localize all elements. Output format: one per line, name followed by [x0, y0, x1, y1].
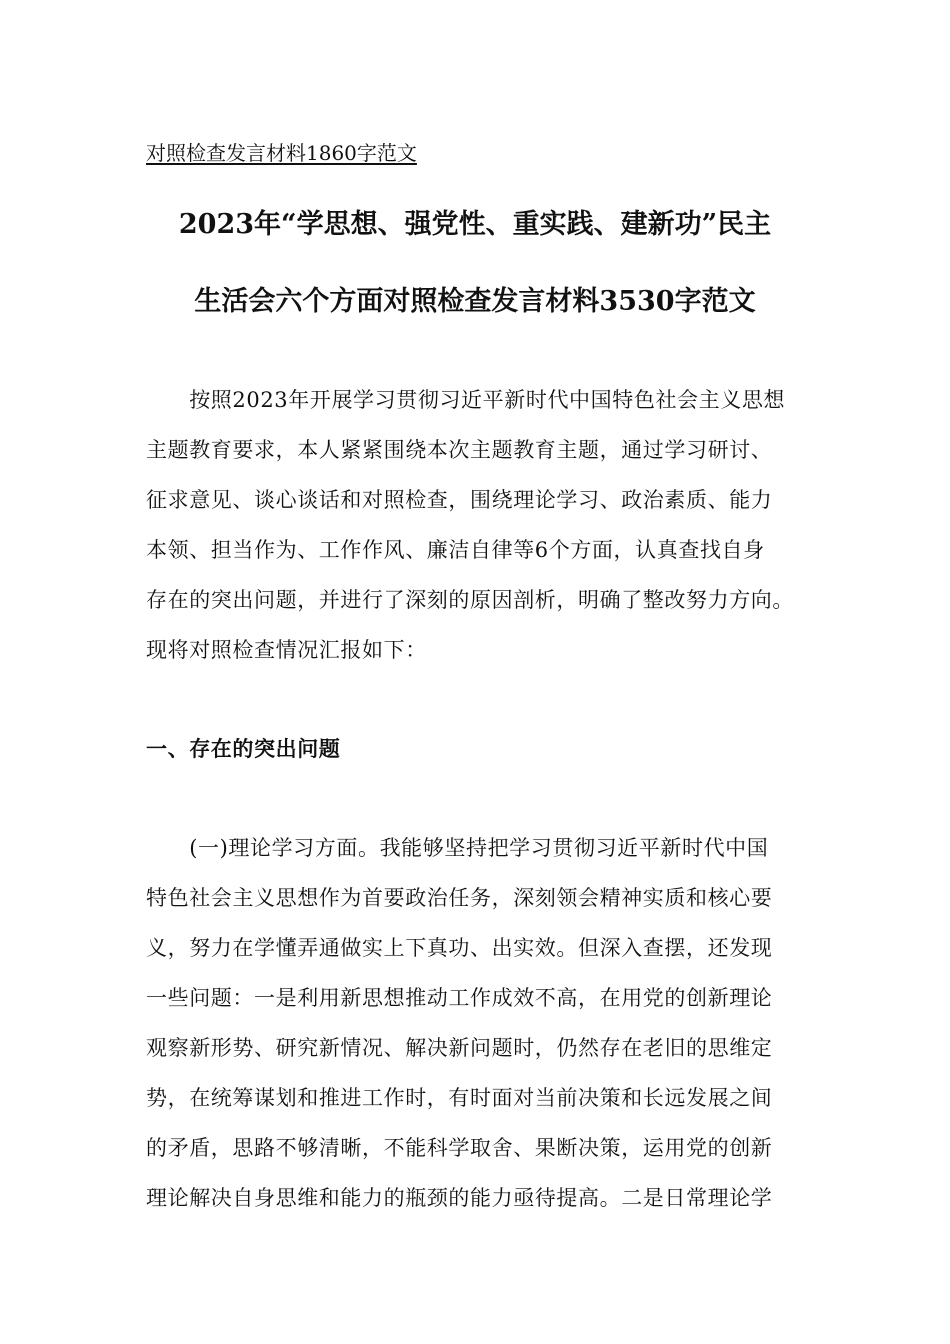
section-paragraph-line: 理论解决自身思维和能力的瓶颈的能力亟待提高。二是日常理论学: [146, 1186, 773, 1210]
section-paragraph-line: 特色社会主义思想作为首要政治任务，深刻领会精神实质和核心要: [146, 886, 773, 910]
document-title-line-2: 生活会六个方面对照检查发言材料3530字范文: [194, 286, 756, 317]
intro-paragraph-line: 存在的突出问题，并进行了深刻的原因剖析，明确了整改努力方向。: [146, 588, 794, 612]
intro-paragraph-line: 按照2023年开展学习贯彻习近平新时代中国特色社会主义思想: [146, 388, 786, 412]
section-paragraph-line: 观察新形势、研究新情况、解决新问题时，仍然存在老旧的思维定: [146, 1036, 773, 1060]
section-paragraph-line: 的矛盾，思路不够清晰，不能科学取舍、果断决策，运用党的创新: [146, 1136, 773, 1160]
section-paragraph-line: 一些问题：一是利用新思想推动工作成效不高，在用党的创新理论: [146, 986, 773, 1010]
document-title-line-1: 2023年“学思想、强党性、重实践、建新功”民主: [178, 209, 772, 240]
intro-paragraph-line: 主题教育要求，本人紧紧围绕本次主题教育主题，通过学习研讨、: [146, 438, 773, 462]
intro-paragraph-line: 现将对照检查情况汇报如下：: [146, 638, 427, 662]
intro-paragraph-line: 本领、担当作为、工作作风、廉洁自律等6个方面，认真查找自身: [146, 538, 765, 562]
section-heading: 一、存在的突出问题: [146, 736, 341, 761]
section-paragraph-line: 义，努力在学懂弄通做实上下真功、出实效。但深入查摆，还发现: [146, 936, 773, 960]
related-document-link[interactable]: 对照检查发言材料1860字范文: [146, 141, 417, 165]
section-paragraph-line: (一)理论学习方面。我能够坚持把学习贯彻习近平新时代中国: [146, 836, 769, 860]
section-paragraph-line: 势，在统筹谋划和推进工作时，有时面对当前决策和长远发展之间: [146, 1086, 773, 1110]
intro-paragraph-line: 征求意见、谈心谈话和对照检查，围绕理论学习、政治素质、能力: [146, 488, 773, 512]
